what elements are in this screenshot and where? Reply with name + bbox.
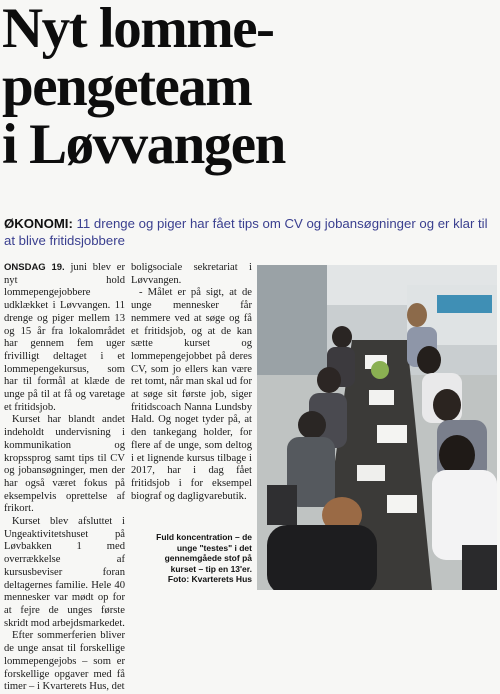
kicker-label: ØKONOMI: — [4, 216, 73, 231]
photo-caption: Fuld koncentration – de unge "testes" i det gennemgåede stof på kurset – tip en 13'er. Foto: Kvarterets Hus — [156, 532, 252, 584]
article-column-2 — [131, 262, 252, 503]
kicker-text: 11 drenge og piger har fået tips om CV og jobansøgninger og er klar til at blive fritidsjobbere — [4, 216, 488, 248]
article-paragraph: Kurset har blandt andet indeholdt undervisning i kommunikation og kropssprog samt tips til CV og jobansøgninger, men der har også været fokus på eksempelvis oprettelse af frikort. — [4, 414, 125, 515]
article-paragraph: Kurset blev afsluttet i Ungeaktivitetshuset på Løvbakken 1 med overrækkelse af kursusbeviser foran deltagernes familie. Hele 40 mennesker var mødt op for at fejre de unges første skridt mod arbejdsmarkedet. — [4, 516, 125, 629]
article-paragraph: Efter sommerferien bliver de unge ansat til forskellige lommepengejobs – som er forskellige opgaver med få timer – i Kvarterets Hus, det — [4, 630, 125, 693]
article-paragraph-text: juni blev er nyt hold lommepengejobbere udklækket i Løvvangen. 11 drenge og piger mellem 13 og 15 år fra lokalområdet har gennem fem uger frivilligt deltaget i et lommepengekursus, som har til formål at klæde de unge på til at få og varetage et fritidsjob. — [4, 262, 125, 413]
kicker — [4, 215, 494, 249]
photo-illustration — [257, 265, 497, 590]
dateline: ONSDAG 19. — [4, 262, 65, 273]
article-paragraph: - Målet er på sigt, at de unge mennesker får nemmere ved at søge og få et fritidsjob, og at de kan sætte kurset og lommepengejobbet på deres CV, som jo ellers kan være ret tomt, når man skal ud for at søge sit første job, siger fritidscoach Nanna Lundsby Hald. Og noget tyder på, at den tankegang holder, for flere af de unge, som deltog i et lignende kursus tilbage i 2017, har i dag fået fritidsjob i for eksempel biograf og dagligvarebutik. — [131, 287, 252, 502]
article-column-1 — [4, 262, 125, 694]
headline — [2, 0, 498, 174]
headline-line-2: pengeteam — [2, 55, 252, 118]
news-photo — [257, 265, 497, 590]
article-paragraph — [4, 262, 125, 414]
headline-line-1: Nyt lomme- — [2, 0, 274, 60]
headline-line-3: i Løvvangen — [2, 113, 285, 176]
article-paragraph: boligsociale sekretariat i Løvvangen. — [131, 262, 252, 286]
